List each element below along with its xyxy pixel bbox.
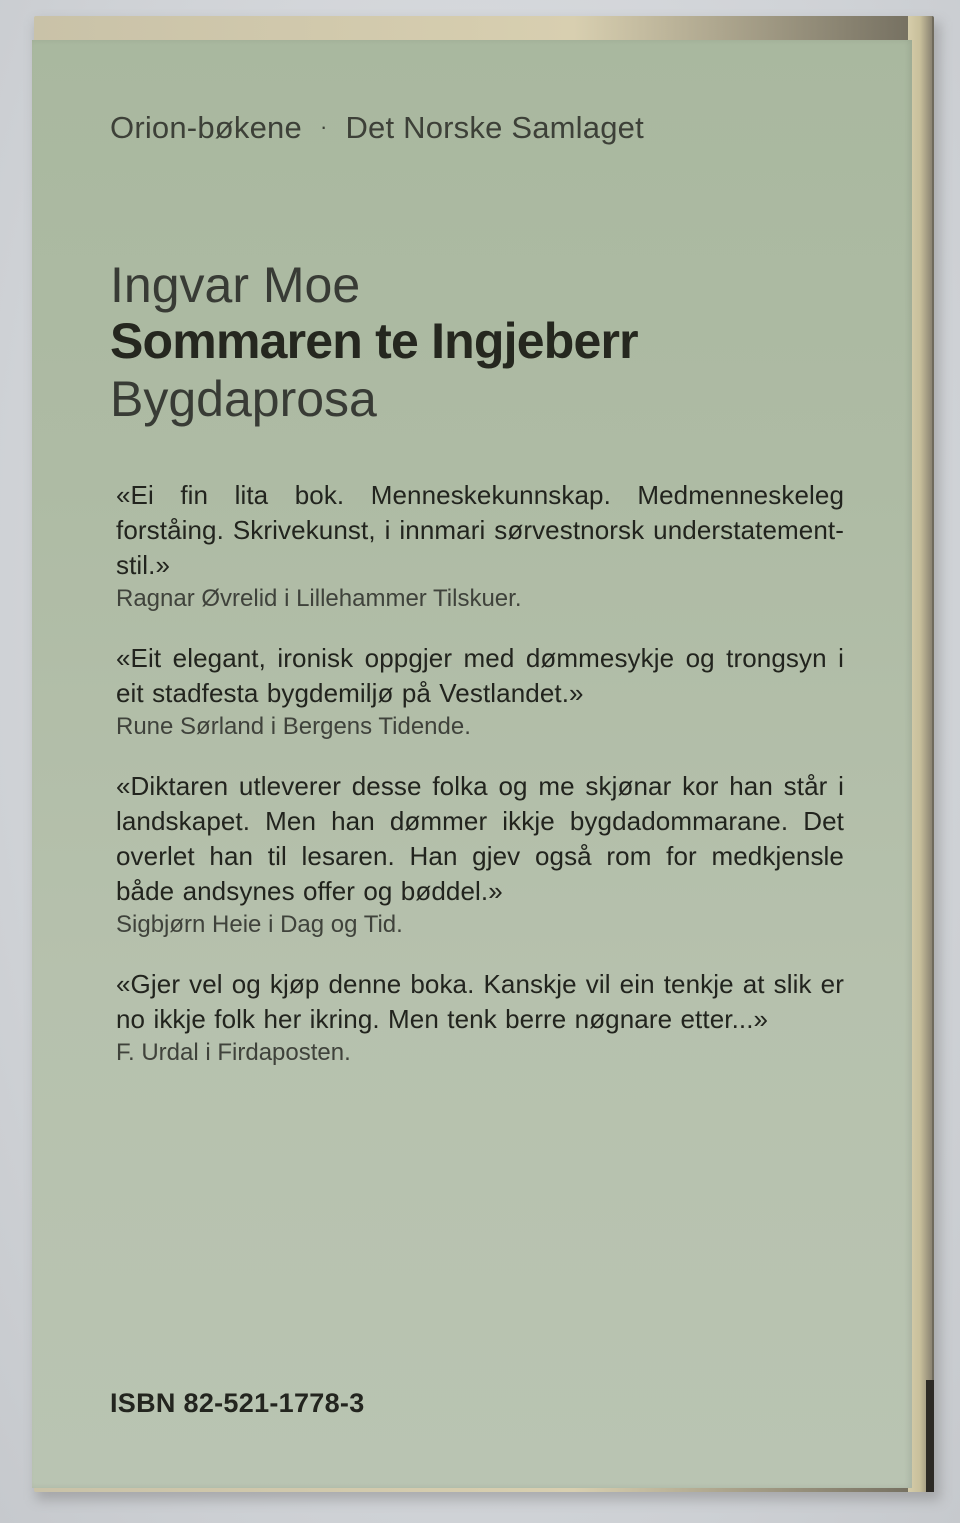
review-source: Ragnar Øvrelid i Lillehammer Tilskuer. — [116, 585, 522, 612]
publisher-line — [110, 110, 644, 146]
publisher-name: Det Norske Samlaget — [345, 110, 644, 145]
isbn-number: ISBN 82-521-1778-3 — [110, 1388, 365, 1418]
book-corner-shadow — [926, 1380, 934, 1492]
review-item — [116, 769, 844, 941]
book-genre: Bygdaprosa — [110, 371, 377, 427]
review-quote: «Gjer vel og kjøp denne boka. Kanskje vil ein tenkje at slik er no ikkje folk her ikring. Men tenk berre nøgnare etter...» — [116, 969, 844, 1034]
review-item — [116, 967, 844, 1069]
book-title: Sommaren te Ingjeberr — [110, 313, 638, 369]
review-quote: «Eit elegant, ironisk oppgjer med dømmesykje og trongsyn i eit stadfesta bygdemiljø på Vestlandet.» — [116, 643, 844, 708]
review-source: F. Urdal i Firdaposten. — [116, 1039, 351, 1066]
review-item — [116, 478, 844, 615]
separator-dot: · — [319, 114, 328, 139]
review-item — [116, 641, 844, 743]
review-source: Rune Sørland i Bergens Tidende. — [116, 713, 471, 740]
author-name: Ingvar Moe — [110, 257, 361, 313]
review-quote: «Ei fin lita bok. Menneskekunnskap. Medmenneskeleg forståing. Skrivekunst, i innmari sørvestnorsk understatement-stil.» — [116, 480, 844, 580]
review-list — [116, 478, 844, 1095]
review-source: Sigbjørn Heie i Dag og Tid. — [116, 911, 403, 938]
series-name: Orion-bøkene — [110, 110, 302, 145]
review-quote: «Diktaren utleverer desse folka og me skjønar kor han står i landskapet. Men han dømmer ikkje bygdadommarane. Det overlet han til lesaren. Han gjev også rom for medkjensle både andsynes offer og bøddel.» — [116, 771, 844, 906]
